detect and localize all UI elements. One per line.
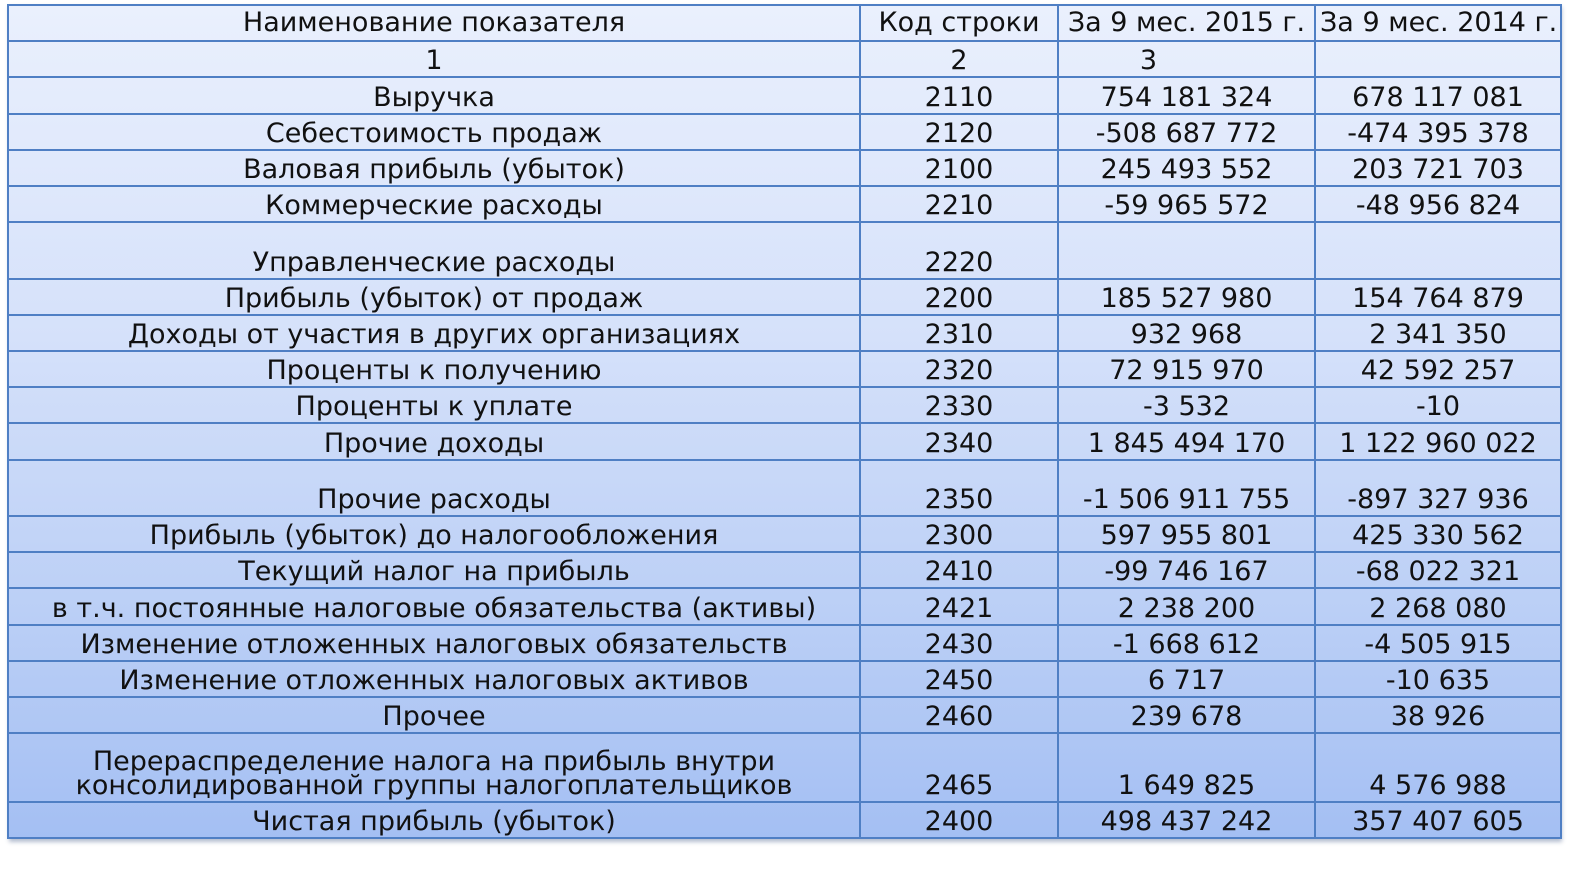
row-name: Перераспределение налога на прибыль внутри консолидированной группы налогоплательщиков [8,733,860,801]
row-name: Доходы от участия в других организациях [8,315,860,351]
row-code: 2320 [860,351,1058,387]
row-code: 2340 [860,423,1058,459]
table-row [8,516,1561,552]
table-row [8,802,1561,838]
row-name: Управленческие расходы [8,222,860,278]
table-row [8,387,1561,423]
table-row [8,460,1561,516]
value-2015: -59 965 572 [1058,186,1315,222]
value-2015: 754 181 324 [1058,77,1315,113]
table-row [8,315,1561,351]
value-2015: -508 687 772 [1058,114,1315,150]
table-row [8,625,1561,661]
row-name: Прибыль (убыток) от продаж [8,279,860,315]
table-row [8,114,1561,150]
value-2014: 38 926 [1315,697,1561,733]
value-2014: -897 327 936 [1315,460,1561,516]
value-2015: -3 532 [1058,387,1315,423]
table-row [8,588,1561,624]
value-2015 [1058,222,1315,278]
row-code: 2330 [860,387,1058,423]
row-code: 2430 [860,625,1058,661]
column-number-3: 3 [1058,41,1315,77]
value-2015: 498 437 242 [1058,802,1315,838]
value-2014: 1 122 960 022 [1315,423,1561,459]
row-name: Коммерческие расходы [8,186,860,222]
header-period-2014: За 9 мес. 2014 г. [1315,5,1561,41]
value-2015: 72 915 970 [1058,351,1315,387]
value-2015: 932 968 [1058,315,1315,351]
value-2015: 6 717 [1058,661,1315,697]
value-2014: -4 505 915 [1315,625,1561,661]
row-name: Текущий налог на прибыль [8,552,860,588]
value-2014: -10 635 [1315,661,1561,697]
value-2014: 2 341 350 [1315,315,1561,351]
row-name: Себестоимость продаж [8,114,860,150]
row-code: 2300 [860,516,1058,552]
value-2014: 203 721 703 [1315,150,1561,186]
value-2014: -68 022 321 [1315,552,1561,588]
row-code: 2210 [860,186,1058,222]
row-code: 2465 [860,733,1058,801]
row-name: Проценты к уплате [8,387,860,423]
row-name: в т.ч. постоянные налоговые обязательства (активы) [8,588,860,624]
row-code: 2460 [860,697,1058,733]
table-row [8,661,1561,697]
table-row [8,733,1561,801]
row-code: 2200 [860,279,1058,315]
row-name: Проценты к получению [8,351,860,387]
value-2014: 425 330 562 [1315,516,1561,552]
row-code: 2310 [860,315,1058,351]
value-2014: 4 576 988 [1315,733,1561,801]
table-row [8,423,1561,459]
row-code: 2120 [860,114,1058,150]
table-row [8,552,1561,588]
value-2015: 245 493 552 [1058,150,1315,186]
value-2014: 2 268 080 [1315,588,1561,624]
value-2014: -48 956 824 [1315,186,1561,222]
header-period-2015: За 9 мес. 2015 г. [1058,5,1315,41]
row-name: Чистая прибыль (убыток) [8,802,860,838]
row-code: 2220 [860,222,1058,278]
value-2015: 239 678 [1058,697,1315,733]
row-code: 2110 [860,77,1058,113]
value-2015: 597 955 801 [1058,516,1315,552]
row-name: Прочие доходы [8,423,860,459]
column-number-row [8,41,1561,77]
table-row [8,351,1561,387]
row-name: Выручка [8,77,860,113]
row-name: Прочие расходы [8,460,860,516]
row-name: Валовая прибыль (убыток) [8,150,860,186]
header-row-code: Код строки [860,5,1058,41]
column-number-4 [1315,41,1561,77]
value-2015: -1 668 612 [1058,625,1315,661]
value-2015: 1 649 825 [1058,733,1315,801]
value-2014: 154 764 879 [1315,279,1561,315]
value-2014: 357 407 605 [1315,802,1561,838]
row-code: 2450 [860,661,1058,697]
value-2015: 185 527 980 [1058,279,1315,315]
table-row [8,222,1561,278]
header-indicator-name: Наименование показателя [8,5,860,41]
row-code: 2100 [860,150,1058,186]
table-row [8,150,1561,186]
row-code: 2400 [860,802,1058,838]
value-2014: -474 395 378 [1315,114,1561,150]
table-row [8,186,1561,222]
value-2015: -1 506 911 755 [1058,460,1315,516]
row-code: 2421 [860,588,1058,624]
value-2015: 1 845 494 170 [1058,423,1315,459]
income-statement-table [7,4,1562,839]
column-number-1: 1 [8,41,860,77]
row-name: Прибыль (убыток) до налогообложения [8,516,860,552]
column-number-2: 2 [860,41,1058,77]
value-2014: -10 [1315,387,1561,423]
row-name: Изменение отложенных налоговых активов [8,661,860,697]
row-code: 2410 [860,552,1058,588]
row-code: 2350 [860,460,1058,516]
value-2015: -99 746 167 [1058,552,1315,588]
financial-results-table [7,4,1560,839]
table-header-row [8,5,1561,41]
value-2014: 42 592 257 [1315,351,1561,387]
table-row [8,77,1561,113]
value-2014: 678 117 081 [1315,77,1561,113]
table-row [8,279,1561,315]
row-name: Прочее [8,697,860,733]
row-name: Изменение отложенных налоговых обязательств [8,625,860,661]
value-2014 [1315,222,1561,278]
value-2015: 2 238 200 [1058,588,1315,624]
table-row [8,697,1561,733]
